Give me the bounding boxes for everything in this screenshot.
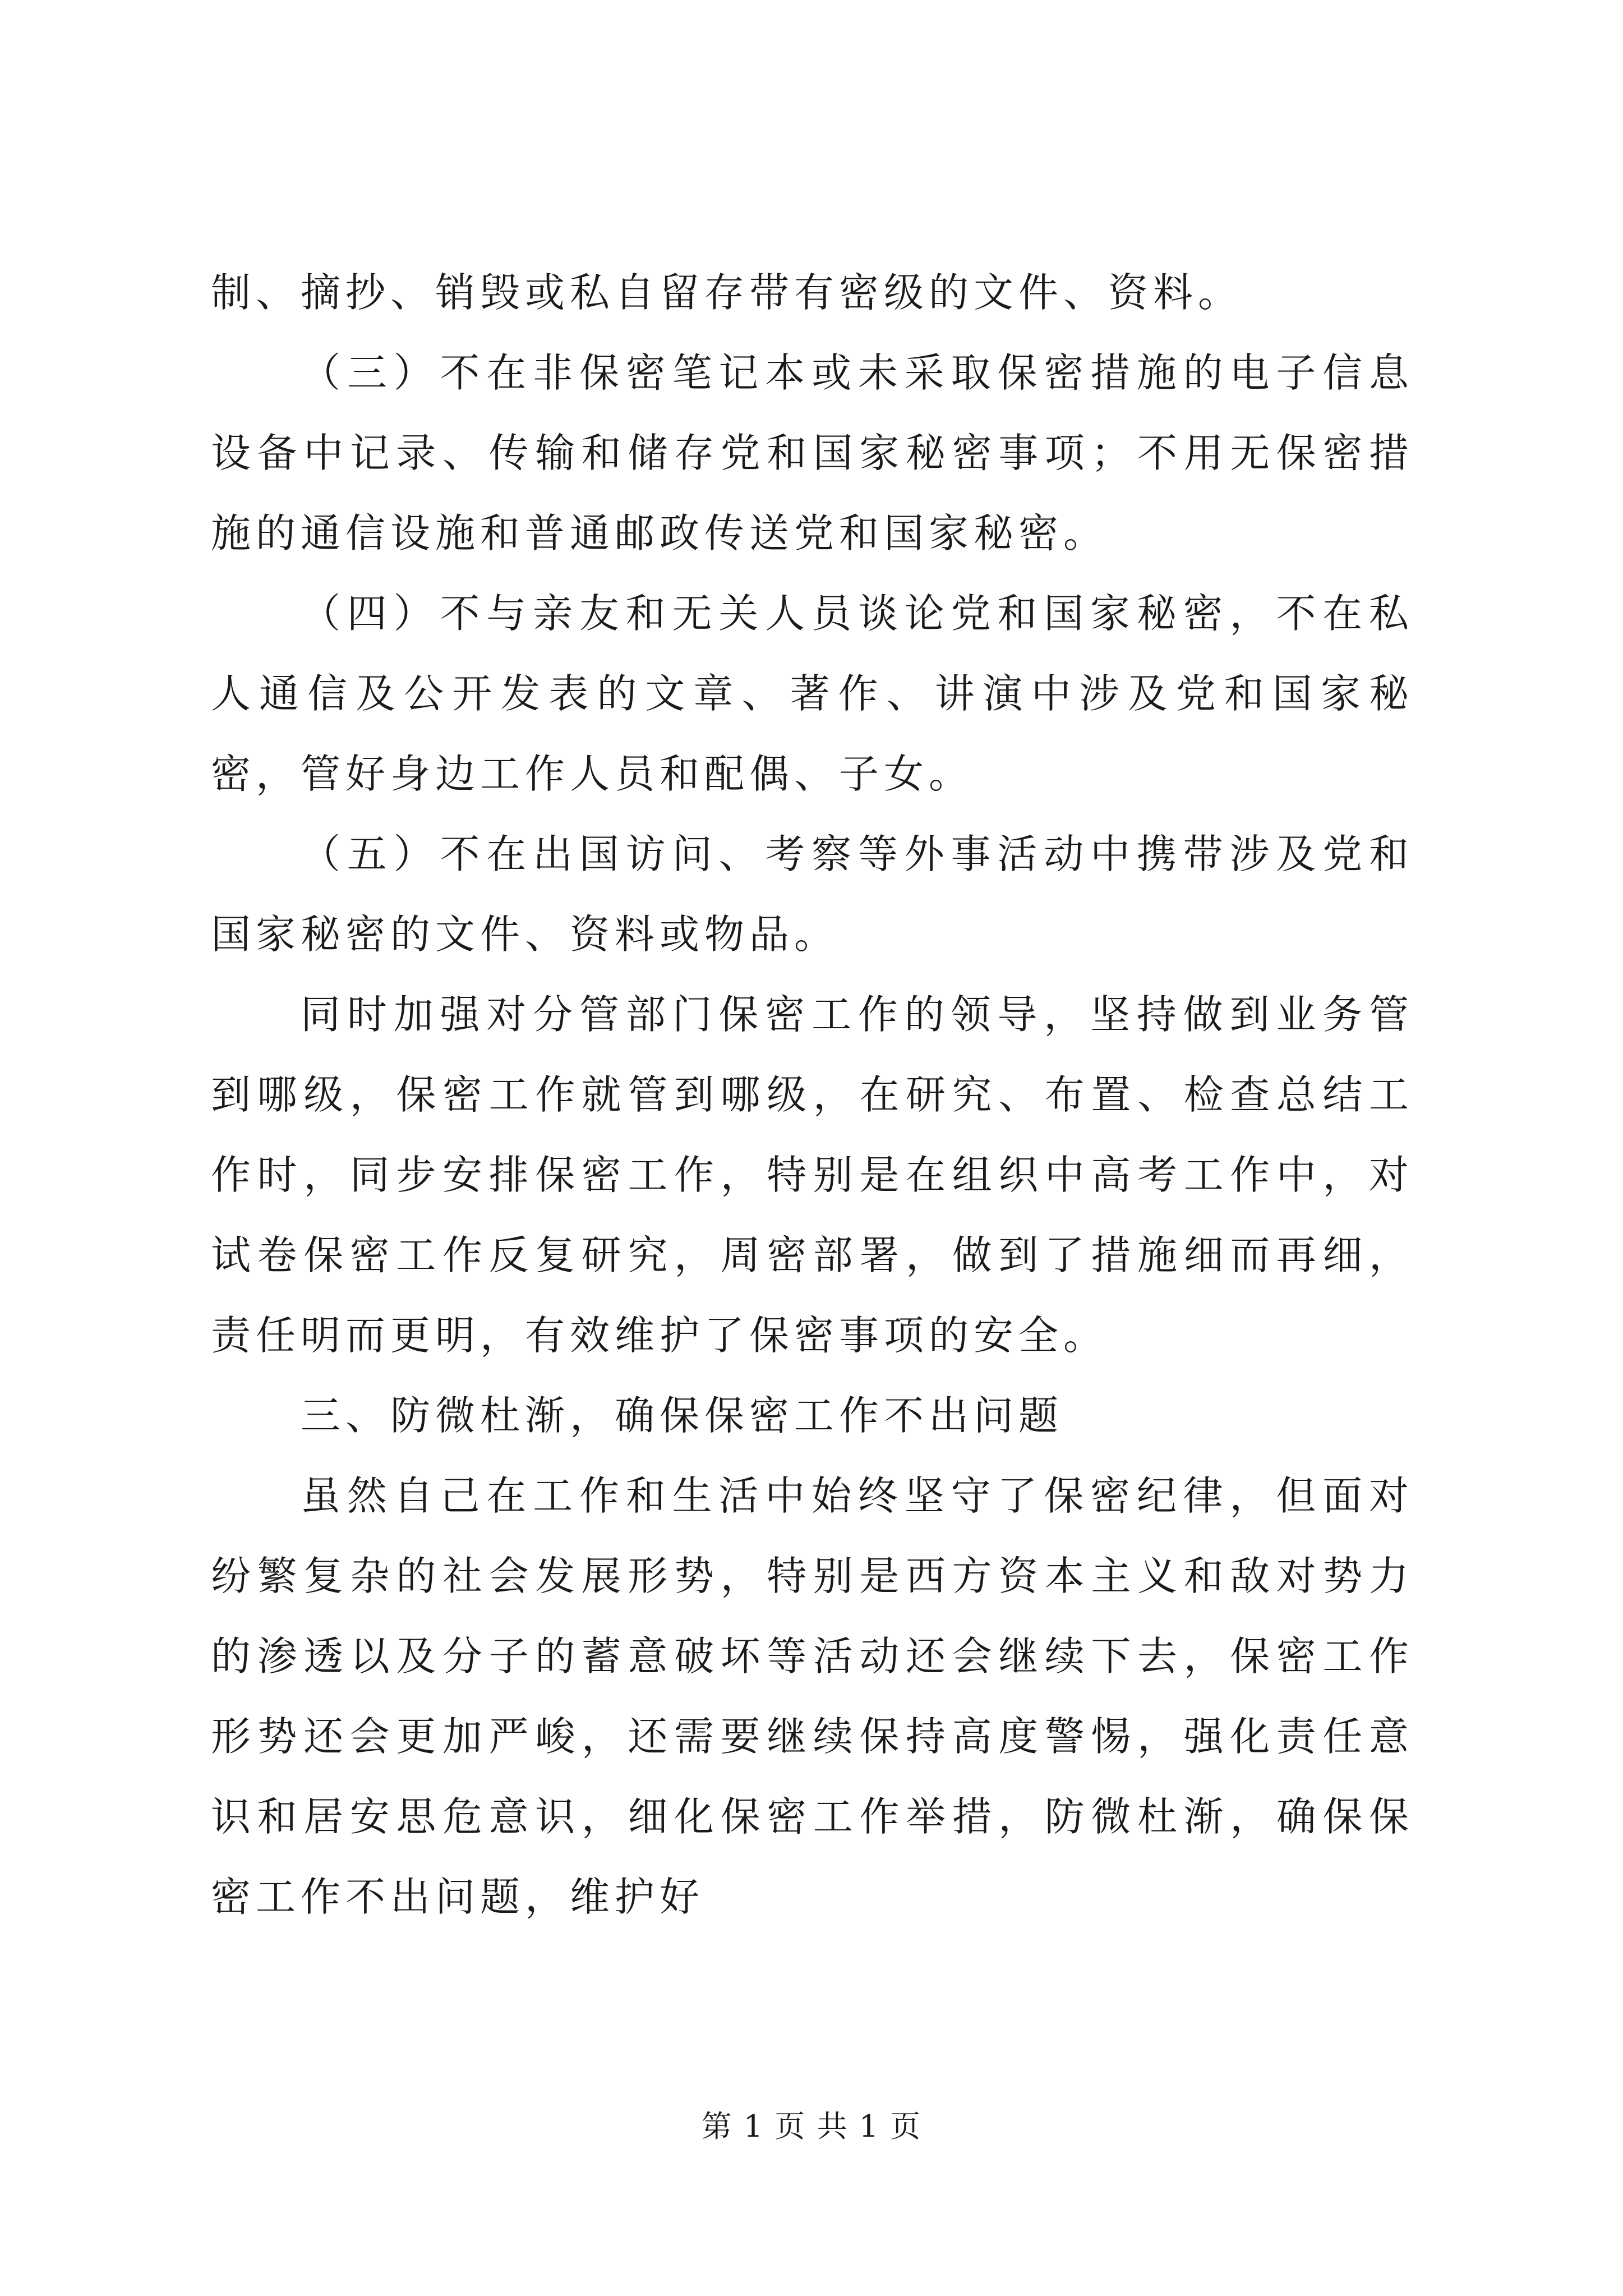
paragraph-continuation: 制、摘抄、销毁或私自留存带有密级的文件、资料。 <box>211 269 1243 316</box>
section-heading-3: 三、防微杜渐，确保保密工作不出问题 <box>301 1392 1064 1439</box>
paragraph-prevention: 虽然自己在工作和生活中始终坚守了保密纪律，但面对纷繁复杂的社会发展形势，特别是西方资本主义和敌对势力的渗透以及分子的蓄意破坏等活动还会继续下去，保密工作形势还会更加严峻，还需要继续保持高度警惕，强化责任意识和居安思危意识，细化保密工作举措，防微杜渐，确保保密工作不出问题，维护好 <box>211 1473 1414 1920</box>
page-footer: 第 1 页 共 1 页 <box>701 2109 922 2144</box>
paragraph-item-3: （三）不在非保密笔记本或未采取保密措施的电子信息设备中记录、传输和储存党和国家秘密事项；不用无保密措施的通信设施和普通邮政传送党和国家秘密。 <box>211 349 1414 556</box>
paragraph-item-5: （五）不在出国访问、考察等外事活动中携带涉及党和国家秘密的文件、资料或物品。 <box>211 831 1414 958</box>
document-body <box>211 252 1414 1937</box>
paragraph-item-4: （四）不与亲友和无关人员谈论党和国家秘密，不在私人通信及公开发表的文章、著作、讲演中涉及党和国家秘密，管好身边工作人员和配偶、子女。 <box>211 590 1414 797</box>
paragraph-leadership: 同时加强对分管部门保密工作的领导，坚持做到业务管到哪级，保密工作就管到哪级，在研究、布置、检查总结工作时，同步安排保密工作，特别是在组织中高考工作中，对试卷保密工作反复研究，周密部署，做到了措施细而再细，责任明而更明，有效维护了保密事项的安全。 <box>211 991 1414 1359</box>
